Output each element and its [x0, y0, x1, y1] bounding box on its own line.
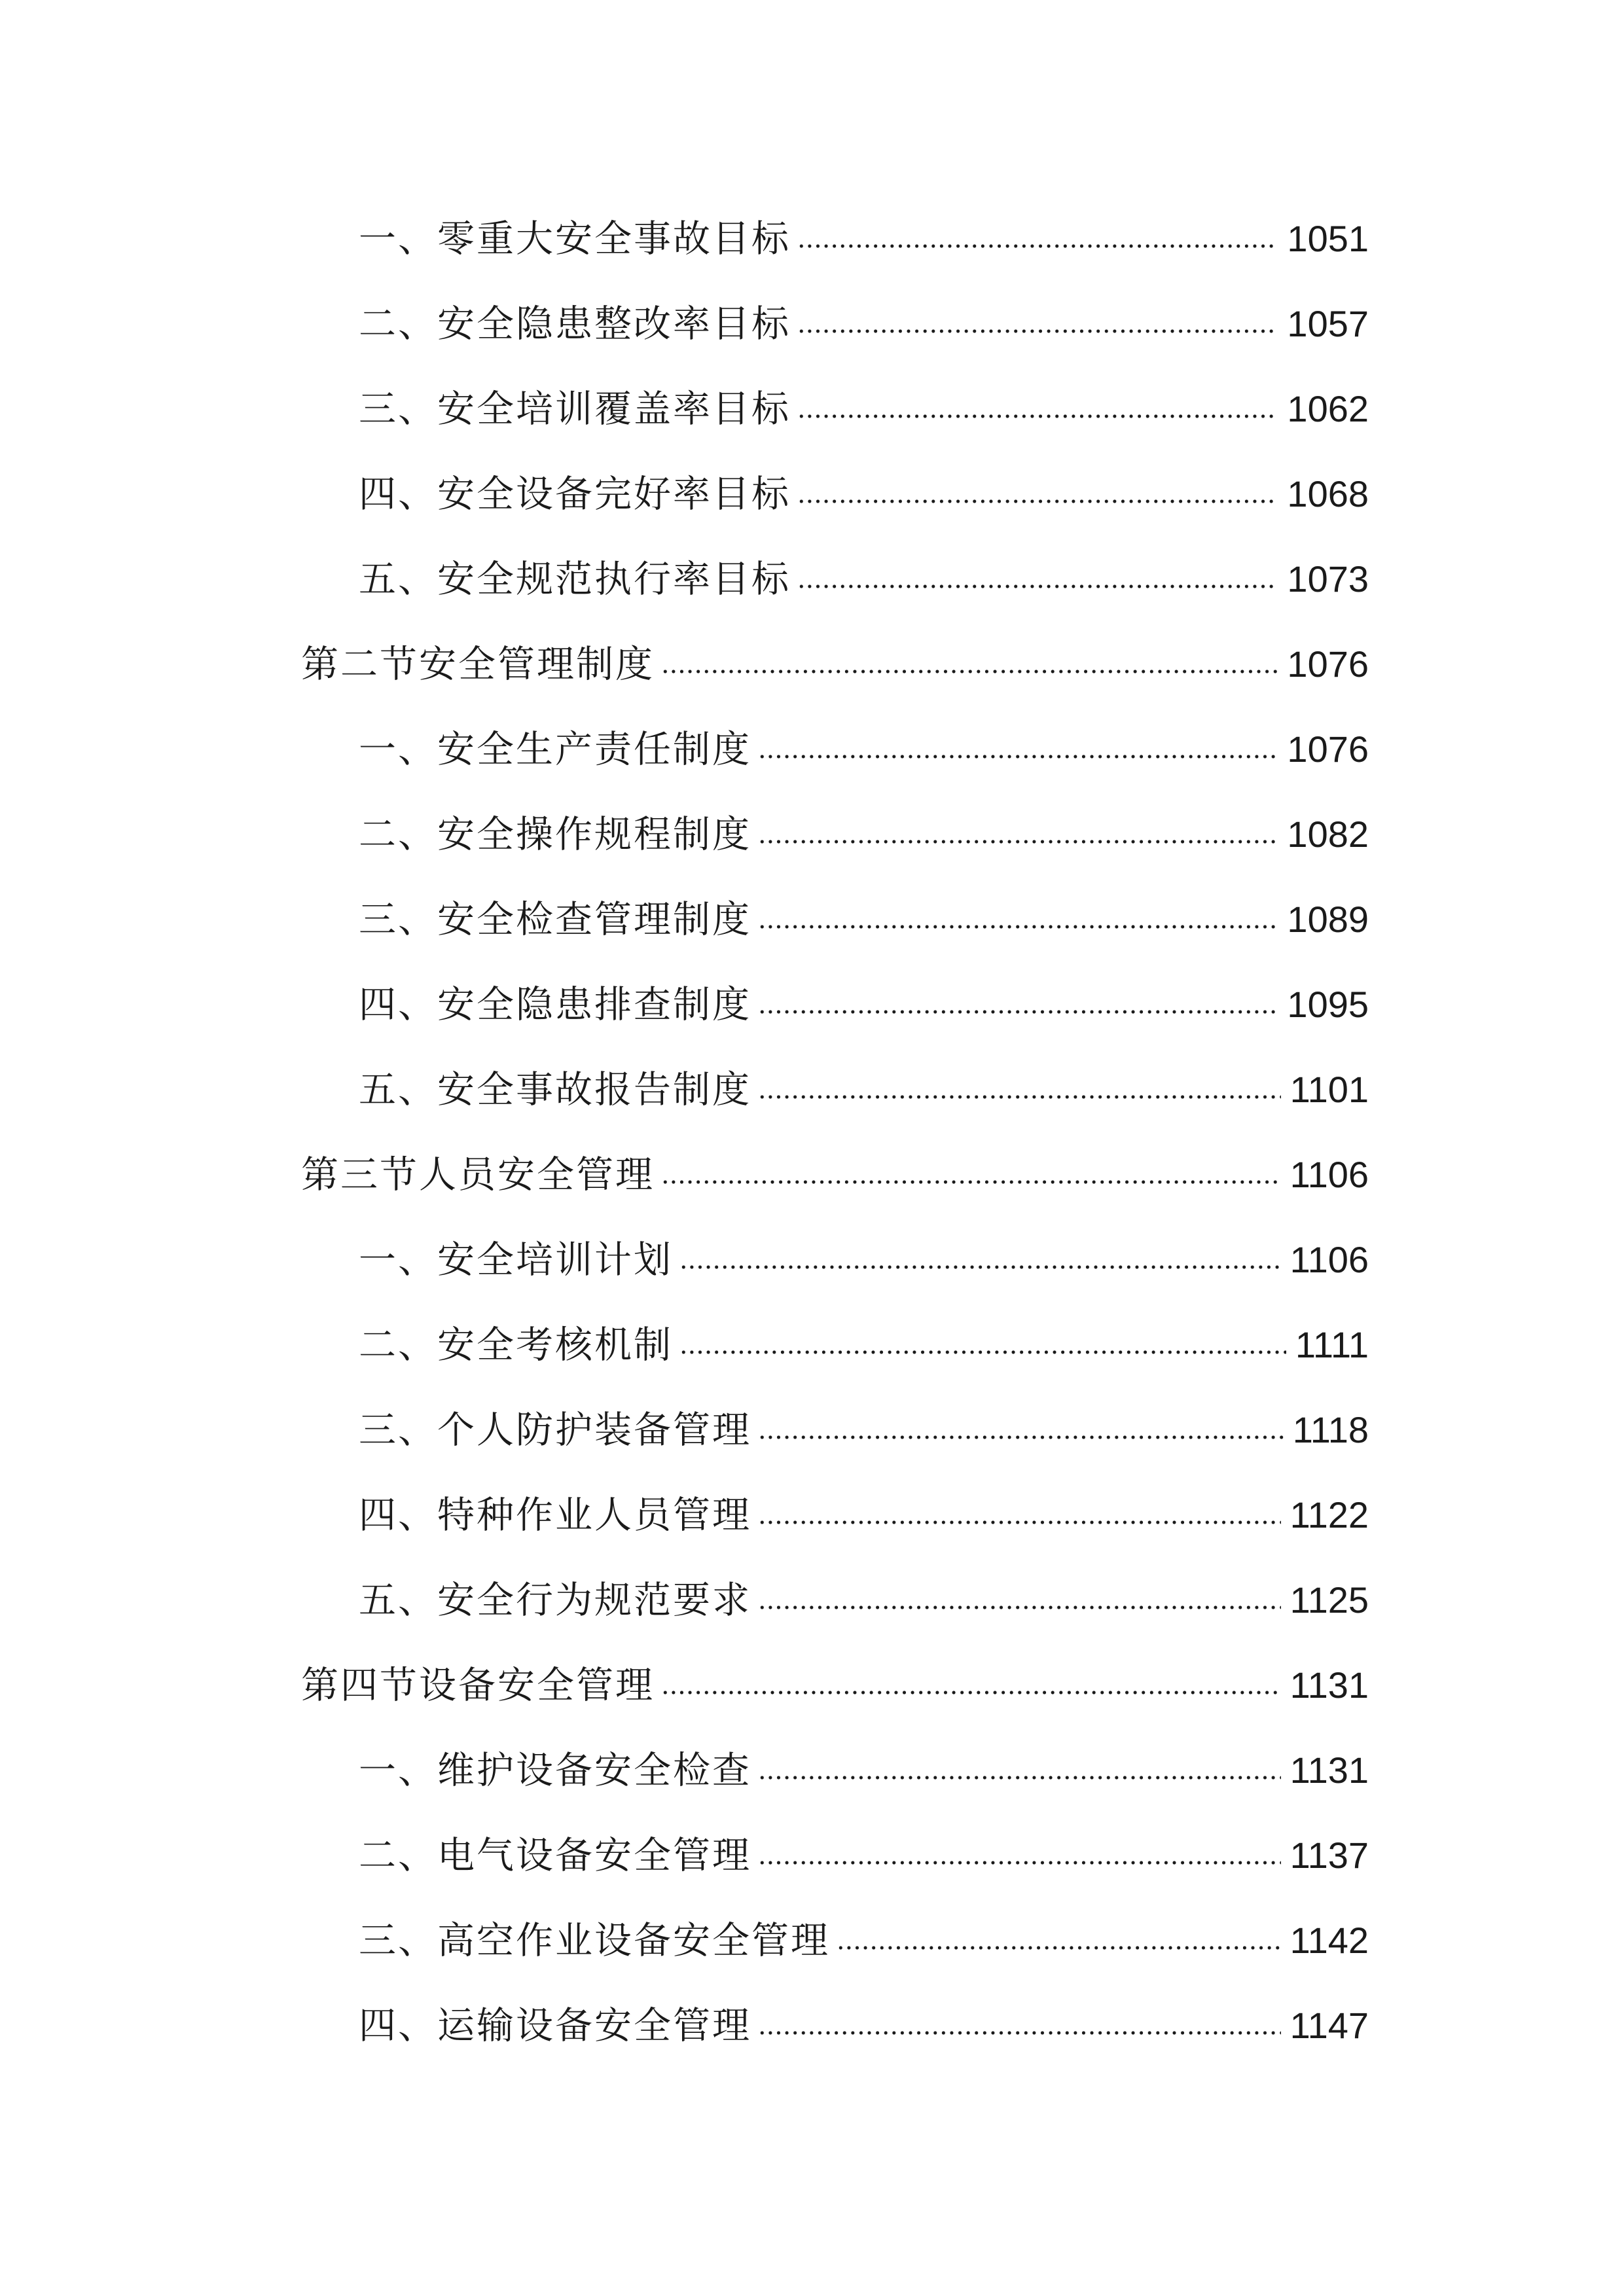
toc-entry-title: 三、高空作业设备安全管理 — [359, 1919, 830, 1962]
dot-leader — [758, 1520, 1281, 1524]
toc-entry-title: 二、安全隐患整改率目标 — [359, 302, 791, 346]
toc-entry-title: 第三节人员安全管理 — [301, 1153, 655, 1196]
toc-entry-title: 三、安全培训覆盖率目标 — [359, 387, 791, 431]
toc-entry-title: 二、安全操作规程制度 — [359, 813, 751, 856]
dot-leader — [797, 329, 1278, 333]
dot-leader — [661, 670, 1278, 673]
toc-section-entry[interactable] — [301, 1136, 1369, 1214]
dot-leader — [837, 1946, 1281, 1950]
toc-entry-page-number: 1057 — [1287, 303, 1369, 344]
toc-section-entry[interactable] — [301, 625, 1369, 704]
toc-entry-title: 四、安全隐患排查制度 — [359, 983, 751, 1026]
dot-leader — [661, 1180, 1281, 1184]
toc-entry-page-number: 1137 — [1290, 1835, 1369, 1876]
toc-entry[interactable] — [359, 285, 1369, 363]
toc-entry-title: 四、特种作业人员管理 — [359, 1494, 751, 1537]
toc-entry-page-number: 1118 — [1292, 1409, 1369, 1450]
toc-entry-page-number: 1106 — [1290, 1154, 1369, 1195]
dot-leader — [758, 1776, 1281, 1780]
toc-entry[interactable] — [359, 1731, 1369, 1810]
toc-entry[interactable] — [359, 795, 1369, 874]
toc-entry-page-number: 1111 — [1295, 1324, 1369, 1365]
toc-entry[interactable] — [359, 540, 1369, 619]
dot-leader — [758, 1095, 1281, 1099]
toc-entry-title: 第四节设备安全管理 — [301, 1664, 655, 1707]
toc-entry-page-number: 1073 — [1287, 558, 1369, 600]
toc-entry-title: 一、安全生产责任制度 — [359, 728, 751, 771]
toc-entry[interactable] — [359, 200, 1369, 278]
dot-leader — [797, 584, 1278, 588]
toc-entry[interactable] — [359, 880, 1369, 959]
toc-entry-title: 三、个人防护装备管理 — [359, 1408, 751, 1452]
toc-entry[interactable] — [359, 1901, 1369, 1980]
toc-entry-page-number: 1082 — [1287, 814, 1369, 855]
toc-entry[interactable] — [359, 710, 1369, 789]
toc-entry-page-number: 1076 — [1287, 728, 1369, 770]
toc-entry[interactable] — [359, 1306, 1369, 1384]
toc-entry-title: 一、维护设备安全检查 — [359, 1749, 751, 1792]
dot-leader — [758, 925, 1278, 929]
dot-leader — [797, 414, 1278, 418]
toc-entry-page-number: 1062 — [1287, 388, 1369, 429]
dot-leader — [679, 1350, 1286, 1354]
toc-entry-page-number: 1068 — [1287, 473, 1369, 514]
toc-entry[interactable] — [359, 1561, 1369, 1640]
toc-entry-title: 一、零重大安全事故目标 — [359, 217, 791, 260]
toc-entry-title: 四、安全设备完好率目标 — [359, 473, 791, 516]
toc-entry-page-number: 1142 — [1290, 1920, 1369, 1961]
toc-entry-page-number: 1131 — [1290, 1749, 1369, 1791]
toc-entry-title: 二、安全考核机制 — [359, 1323, 673, 1367]
toc-entry[interactable] — [359, 1986, 1369, 2065]
dot-leader — [758, 2031, 1281, 2035]
toc-entry-title: 五、安全规范执行率目标 — [359, 558, 791, 601]
dot-leader — [661, 1691, 1281, 1695]
dot-leader — [758, 1010, 1278, 1014]
toc-entry-title: 二、电气设备安全管理 — [359, 1834, 751, 1877]
toc-entry[interactable] — [359, 1476, 1369, 1554]
toc-entry-title: 第二节安全管理制度 — [301, 643, 655, 686]
dot-leader — [758, 1435, 1284, 1439]
toc-entry-title: 五、安全行为规范要求 — [359, 1579, 751, 1622]
toc-entry[interactable] — [359, 1050, 1369, 1129]
toc-entry-page-number: 1122 — [1290, 1494, 1369, 1535]
toc-entry-page-number: 1089 — [1287, 899, 1369, 940]
dot-leader — [758, 1605, 1281, 1609]
toc-entry-page-number: 1095 — [1287, 984, 1369, 1025]
toc-entry[interactable] — [359, 1391, 1369, 1469]
dot-leader — [797, 244, 1278, 248]
toc-entry-page-number: 1101 — [1290, 1069, 1369, 1110]
toc-entry[interactable] — [359, 370, 1369, 448]
toc-entry-page-number: 1106 — [1290, 1239, 1369, 1280]
toc-entry-page-number: 1131 — [1290, 1664, 1369, 1706]
toc-entry[interactable] — [359, 965, 1369, 1044]
toc-section-entry[interactable] — [301, 1646, 1369, 1725]
dot-leader — [758, 1861, 1281, 1865]
toc-entry[interactable] — [359, 1816, 1369, 1895]
dot-leader — [758, 840, 1278, 844]
toc-entry-title: 一、安全培训计划 — [359, 1238, 673, 1282]
dot-leader — [797, 499, 1278, 503]
toc-entry-title: 五、安全事故报告制度 — [359, 1068, 751, 1111]
toc-entry-page-number: 1147 — [1290, 2005, 1369, 2046]
dot-leader — [679, 1265, 1281, 1269]
toc-entry-page-number: 1051 — [1287, 218, 1369, 259]
toc-entry[interactable] — [359, 1221, 1369, 1299]
dot-leader — [758, 755, 1278, 759]
toc-entry-page-number: 1076 — [1287, 643, 1369, 685]
toc-entry-title: 三、安全检查管理制度 — [359, 898, 751, 941]
toc-entry[interactable] — [359, 455, 1369, 533]
toc-entry-page-number: 1125 — [1290, 1579, 1369, 1621]
toc-entry-title: 四、运输设备安全管理 — [359, 2004, 751, 2047]
